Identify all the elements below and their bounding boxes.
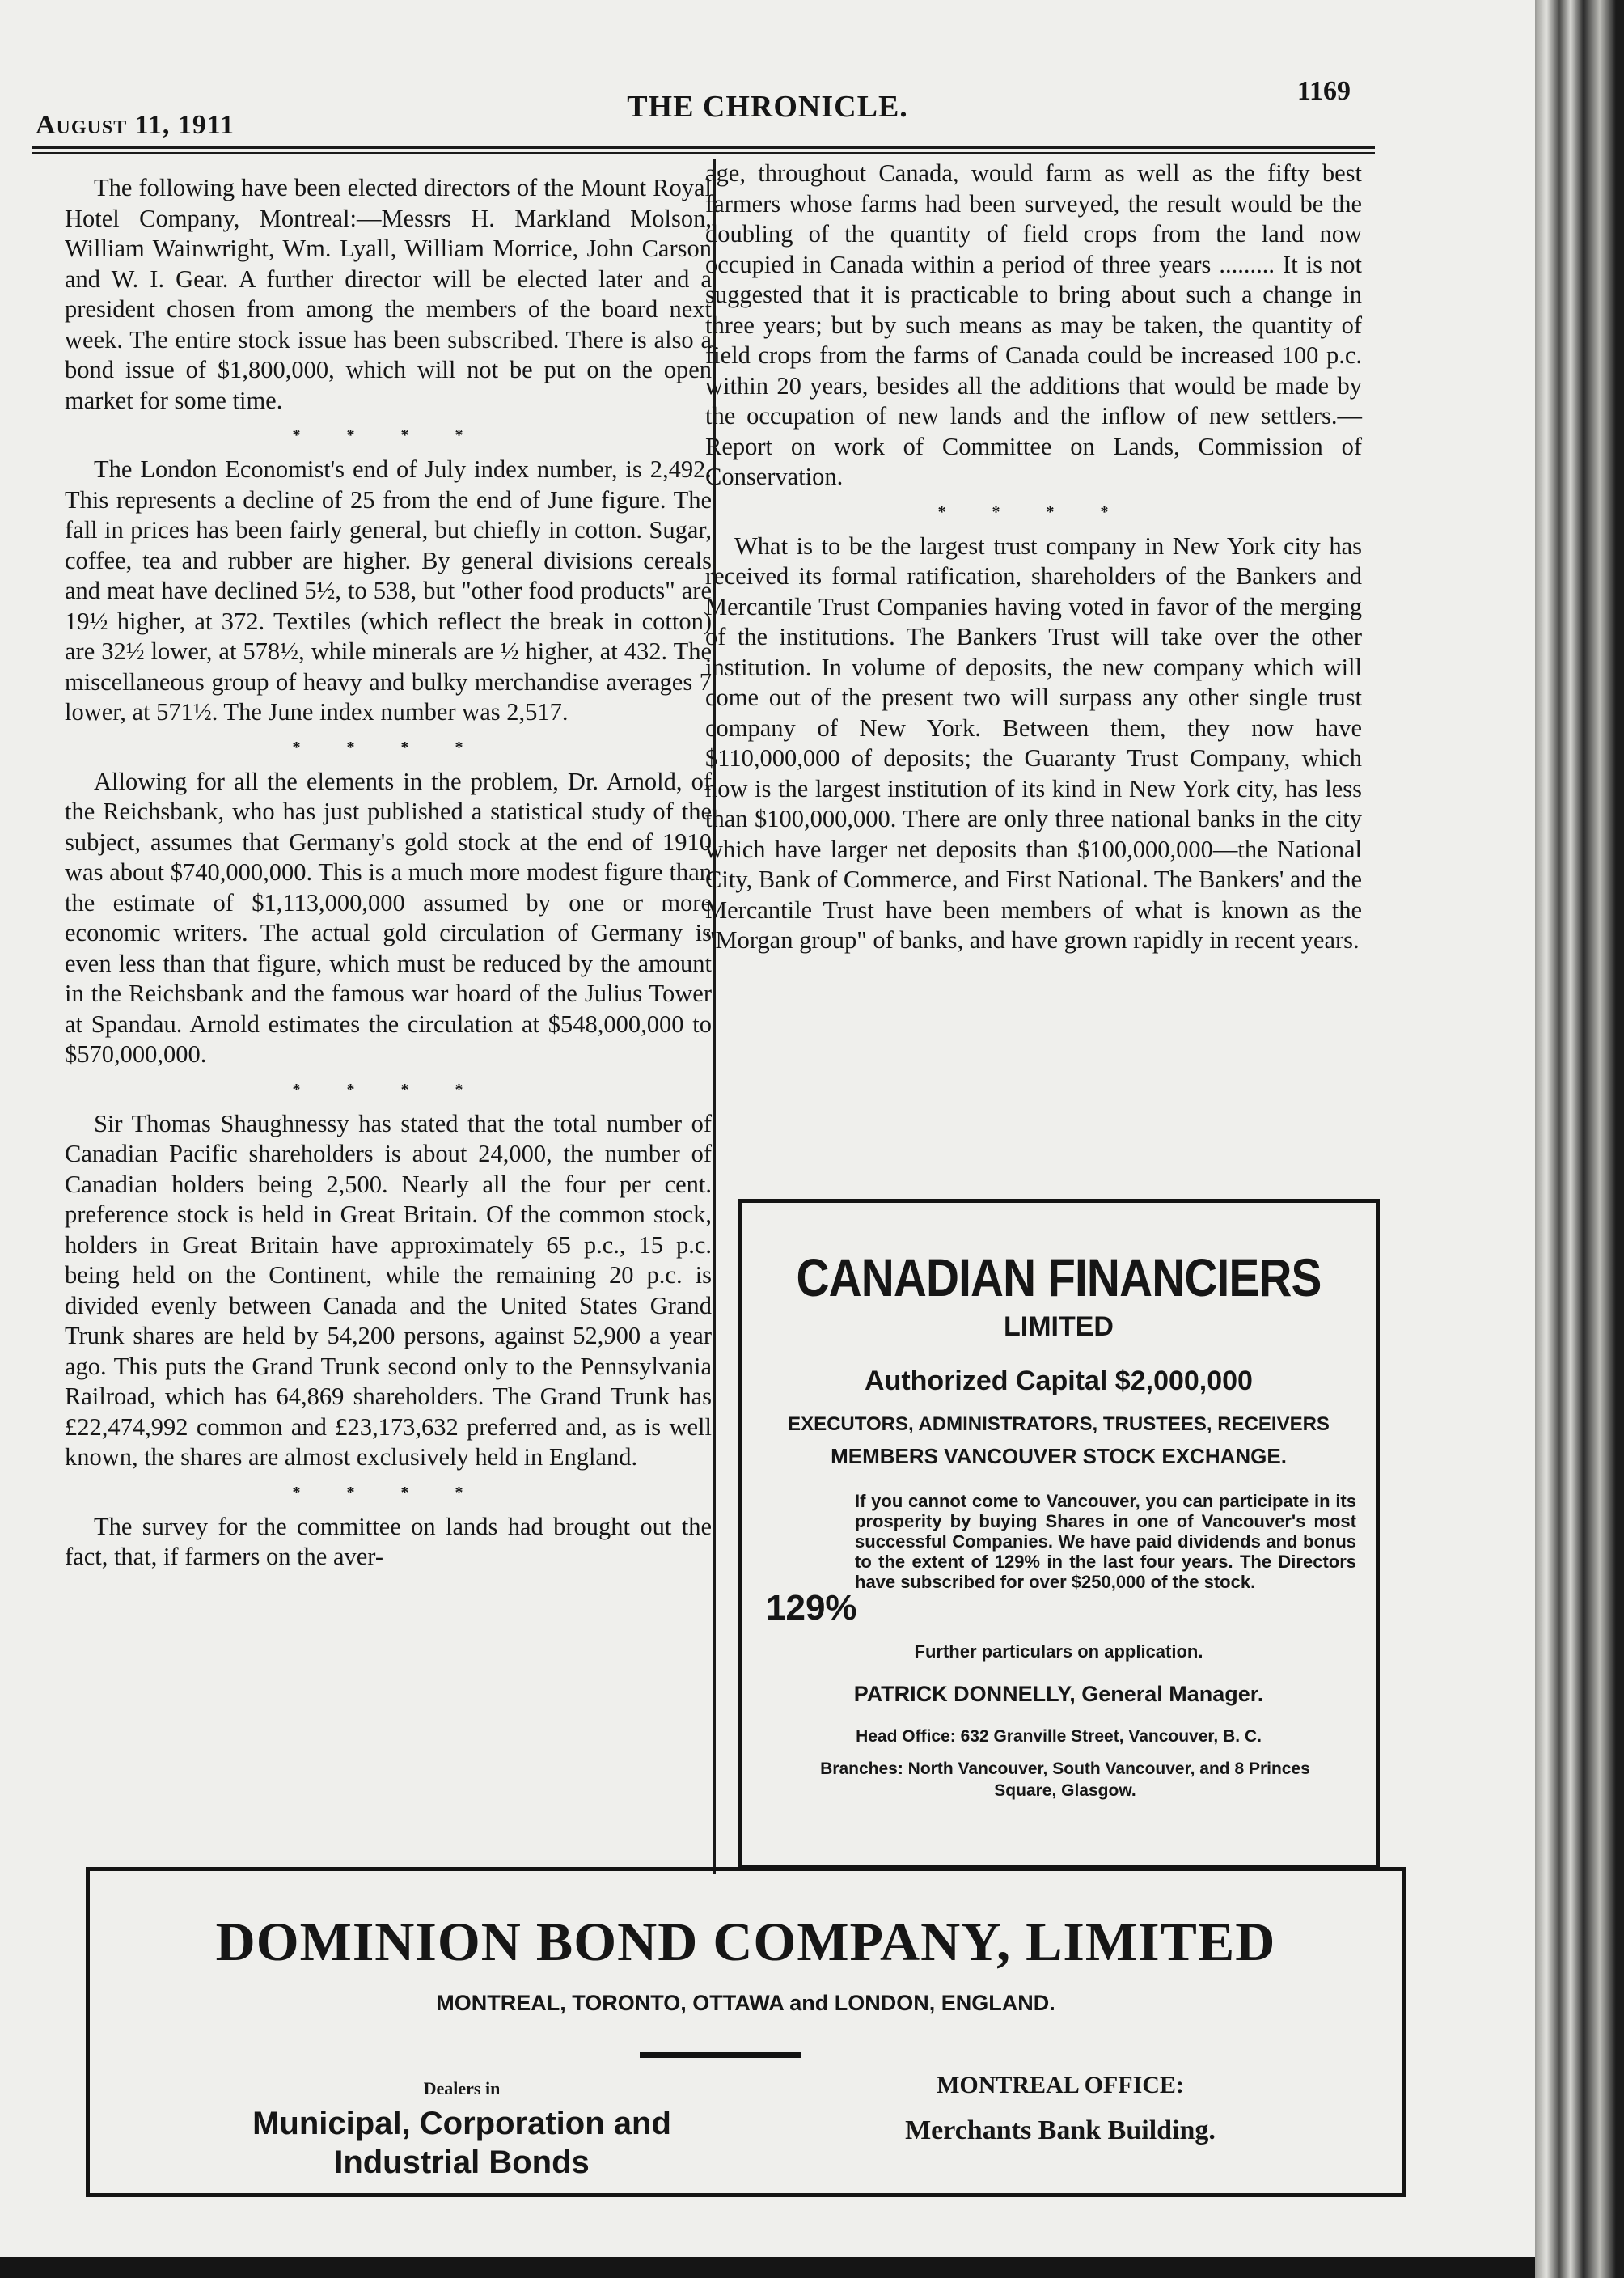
- column-right: [705, 159, 1362, 956]
- ad-bond-types: Municipal, Corporation and Industrial Bonds: [252, 2106, 671, 2180]
- masthead-title: THE CHRONICLE.: [627, 90, 908, 124]
- ad-capital: Authorized Capital $2,000,000: [865, 1366, 1253, 1396]
- page-number: 1169: [1296, 76, 1351, 106]
- article-german-gold: Allowing for all the elements in the problem, Dr. Arnold, of the Reichsbank, who has just published a statistical study of the subject, assumes that Germany's gold stock at the end of 1910 was about $740,000,000. This is a much more modest figure than the estimate of $1,113,000,000 assumed by one or more economic writers. The actual gold circulation of Germany is even less than that figure, which must be reduced by the amount in the Reichsbank and the famous war hoard of the Julius Tower at Spandau. Arnold estimates the circulation at $548,000,000 to $570,000,000.: [65, 767, 712, 1068]
- ad-further: Further particulars on application.: [914, 1641, 1203, 1662]
- ad-head-office: Head Office: 632 Granville Street, Vancouver, B. C.: [856, 1727, 1262, 1746]
- ad-office-address: Merchants Bank Building.: [905, 2115, 1216, 2145]
- issue-date: August 11, 1911: [36, 110, 235, 140]
- section-separator: * * * *: [292, 1080, 484, 1099]
- ad-body-text: If you cannot come to Vancouver, you can participate in its prosperity by buying Shares in one of Vancouver's most successful Companies. We have paid dividends and bonus to the extent of 129% in the last four years. The Directors have subscribed for over $250,000 of the stock.: [855, 1491, 1356, 1592]
- ad-branches: Branches: North Vancouver, South Vancouver, and 8 Princes Square, Glasgow.: [820, 1759, 1310, 1800]
- ad-divider: [640, 2052, 801, 2058]
- article-mount-royal: The following have been elected directors of the Mount Royal Hotel Company, Montreal:—Messrs H. Markland Molson, William Wainwright, Wm. Lyall, William Morrice, John Carson and W. I. Gear. A further director will be elected later and a president chosen from among the members of the board next week. The entire stock issue has been subscribed. There is also a bond issue of $1,800,000, which will not be put on the open market for some time.: [65, 174, 712, 414]
- book-binding-edge: [1535, 0, 1624, 2278]
- section-separator: * * * *: [937, 502, 1130, 521]
- ad-manager: PATRICK DONNELLY, General Manager.: [853, 1682, 1264, 1706]
- article-lands-survey: The survey for the committee on lands had brought out the fact, that, if farmers on the aver-: [65, 1512, 712, 1570]
- ad-canadian-financiers: [738, 1199, 1380, 1869]
- ad-cities: MONTREAL, TORONTO, OTTAWA and LONDON, ENGLAND.: [436, 1991, 1055, 2015]
- section-separator: * * * *: [292, 1483, 484, 1501]
- article-economist-index: The London Economist's end of July index number, is 2,492. This represents a decline of 25 from the end of June figure. The fall in prices has been fairly general, but chiefly in cotton. Sugar, coffee, tea and rubber are higher. By general divisions cereals and meat have declined 5½, to 538, but "other food products" are 19½ higher, at 372. Textiles (which reflect the break in cotton) are 32½ lower, at 578½, while minerals are ½ higher, at 432. The miscellaneous group of heavy and bulky merchandise averages 7 lower, at 571½. The June index number was 2,517.: [65, 455, 712, 726]
- header-rule-thin: [32, 152, 1375, 154]
- section-separator: * * * *: [292, 738, 484, 756]
- ad-limited: LIMITED: [1004, 1311, 1114, 1342]
- ad-office-label: MONTREAL OFFICE:: [937, 2072, 1184, 2098]
- ad-dealers-label: Dealers in: [423, 2078, 501, 2098]
- section-separator: * * * *: [292, 426, 484, 444]
- ad-company-name: CANADIAN FINANCIERS: [796, 1247, 1322, 1307]
- ad-membership: MEMBERS VANCOUVER STOCK EXCHANGE.: [831, 1444, 1287, 1468]
- article-lands-continued: age, throughout Canada, would farm as well as the fifty best farmers whose farms had been surveyed, the result would be the doubling of the quantity of field crops from the land now occupied in Canada within a period of three years ......... It is not suggested that it is practicable to bring about such a change in three years; but by such means as may be taken, the quantity of field crops from the farms of Canada could be increased 100 p.c. within 20 years, besides all the additions that would be made by the occupation of new lands and the inflow of new settlers.—Report on work of Committee on Lands, Commission of Conservation.: [705, 159, 1362, 490]
- ad-company-name: DOMINION BOND COMPANY, LIMITED: [215, 1911, 1276, 1972]
- ad-dominion-bond: [86, 1867, 1406, 2197]
- header-rule: [32, 146, 1375, 149]
- scan-bottom-edge: [0, 2257, 1535, 2278]
- ad-percent: 129%: [766, 1588, 857, 1628]
- column-left: [65, 173, 712, 1573]
- ad-roles: EXECUTORS, ADMINISTRATORS, TRUSTEES, RECEIVERS: [788, 1413, 1330, 1435]
- article-trust-merger: What is to be the largest trust company in New York city has received its formal ratification, shareholders of the Bankers and Mercantile Trust Companies having voted in favor of the merging of the institutions. The Bankers Trust will take over the other institution. In volume of deposits, the new company which will come out of the present two will surpass any other single trust company of New York. Between them, they now have $110,000,000 of deposits; the Guaranty Trust Company, which now is the largest institution of its kind in New York city, has less than $100,000,000. There are only three national banks in the city which have larger net deposits than $100,000,000—the National City, Bank of Commerce, and First National. The Bankers' and the Mercantile Trust have been members of what is known as the "Morgan group" of banks, and have grown rapidly in recent years.: [705, 531, 1362, 954]
- article-shareholders: Sir Thomas Shaughnessy has stated that the total number of Canadian Pacific shareholders is about 24,000, the number of Canadian holders being 2,500. Nearly all the four per cent. preference stock is held in Great Britain. Of the common stock, holders in Great Britain have approximately 65 p.c., 15 p.c. being held on the Continent, while the remaining 20 p.c. is divided evenly between Canada and the United States Grand Trunk shares are held by 54,200 persons, against 52,900 a year ago. This puts the Grand Trunk second only to the Pennsylvania Railroad, which has 64,869 shareholders. The Grand Trunk has £22,474,992 common and £23,173,632 preferred and, as is well known, the shares are almost exclusively held in England.: [65, 1109, 712, 1471]
